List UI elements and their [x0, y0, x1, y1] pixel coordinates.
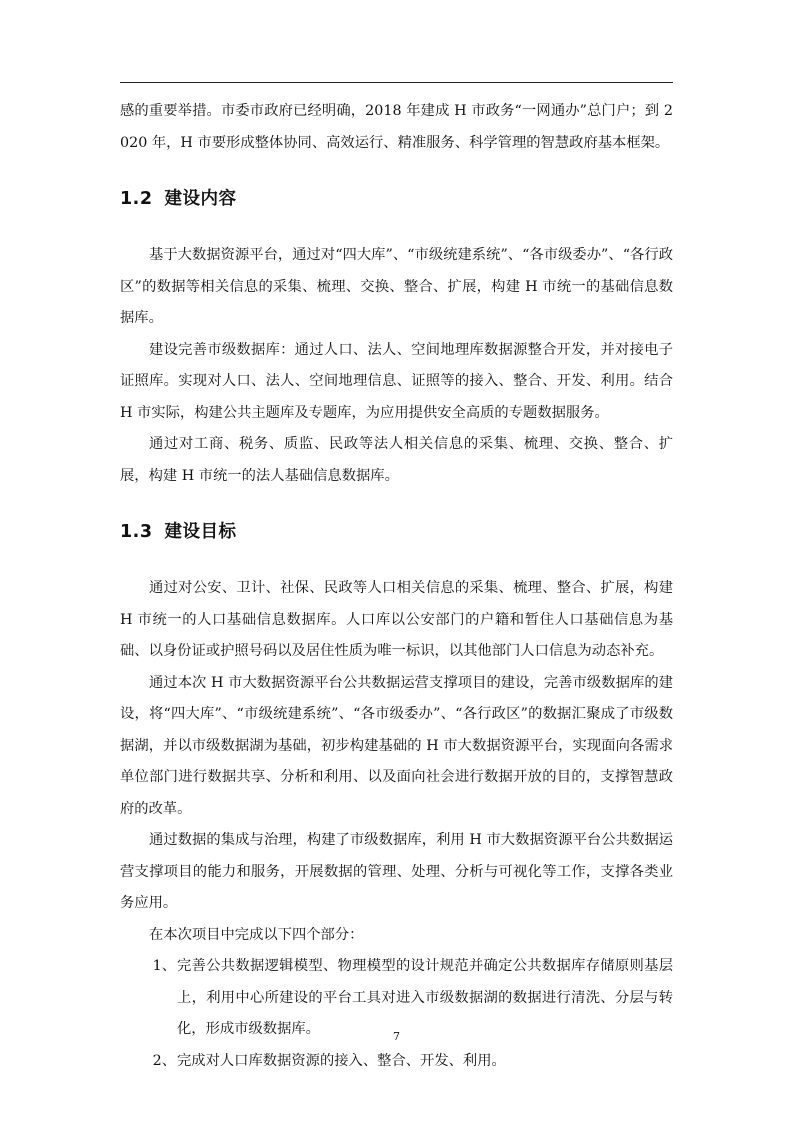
- section-number: 1.3: [120, 522, 153, 542]
- body-paragraph: 通过本次 H 市大数据资源平台公共数据运营支撑项目的建设，完善市级数据库的建设，将“四大库”、“市级统建系统”、“各市级委办”、“各行政区”的数据汇聚成了市级数据湖，并以市级数据湖为基础，初步构建基础的 H 市大数据资源平台，实现面向各需求单位部门进行数据共享、分析和利用、以及面向社会进行数据开放的目的，支撑智慧政府的改革。: [120, 674, 673, 817]
- body-paragraph: 建设完善市级数据库：通过人口、法人、空间地理库数据源整合开发，并对接电子证照库。实现对人口、法人、空间地理信息、证照等的接入、整合、开发、利用。结合 H 市实际，构建公共主题库及专题库，为应用提供安全高质的专题数据服务。: [120, 341, 673, 421]
- intro-paragraph: 感的重要举措。市委市政府已经明确，2018 年建成 H 市政务“一网通办”总门户；到 2020 年，H 市要形成整体协同、高效运行、精准服务、科学管理的智慧政府基本框架。: [120, 103, 673, 151]
- page-number: 7: [393, 1030, 400, 1043]
- body-paragraph: 通过数据的集成与治理，构建了市级数据库，利用 H 市大数据资源平台公共数据运营支撑项目的能力和服务，开展数据的管理、处理、分析与可视化等工作，支撑各类业务应用。: [120, 832, 673, 911]
- list-marker: 1、: [152, 958, 176, 974]
- body-paragraph: 基于大数据资源平台，通过对“四大库”、“市级统建系统”、“各市级委办”、“各行政区”的数据等相关信息的采集、梳理、交换、整合、扩展，构建 H 市统一的基础信息数据库。: [120, 247, 673, 326]
- body-paragraph: 通过对公安、卫计、社保、民政等人口相关信息的采集、梳理、整合、扩展，构建 H 市统一的人口基础信息数据库。人口库以公安部门的户籍和暂住人口基础信息为基础、以身份证或护照号码以及居住性质为唯一标识，以其他部门人口信息为动态补充。: [120, 580, 673, 659]
- page-content: [120, 96, 673, 1077]
- section-number: 1.2: [120, 189, 153, 209]
- list-marker: 2、: [152, 1052, 176, 1069]
- section-title: 建设目标: [164, 522, 237, 542]
- body-paragraph: 在本次项目中完成以下四个部分：: [149, 926, 364, 943]
- list-item-text: 完善公共数据逻辑模型、物理模型的设计规范并确定公共数据库存储原则基层上，利用中心所建设的平台工具对进入市级数据湖的数据进行清洗、分层与转化，形成市级数据库。: [177, 958, 673, 1037]
- section-heading-1-3: [120, 517, 673, 547]
- list-item: [120, 1046, 673, 1078]
- header-rule: [120, 82, 673, 83]
- section-heading-1-2: [120, 184, 673, 214]
- section-title: 建设内容: [164, 189, 237, 209]
- body-paragraph: 通过对工商、税务、质监、民政等法人相关信息的采集、梳理、交换、整合、扩展，构建 H 市统一的法人基础信息数据库。: [120, 436, 673, 484]
- list-item-text: 完成对人口库数据资源的接入、整合、开发、利用。: [177, 1052, 506, 1069]
